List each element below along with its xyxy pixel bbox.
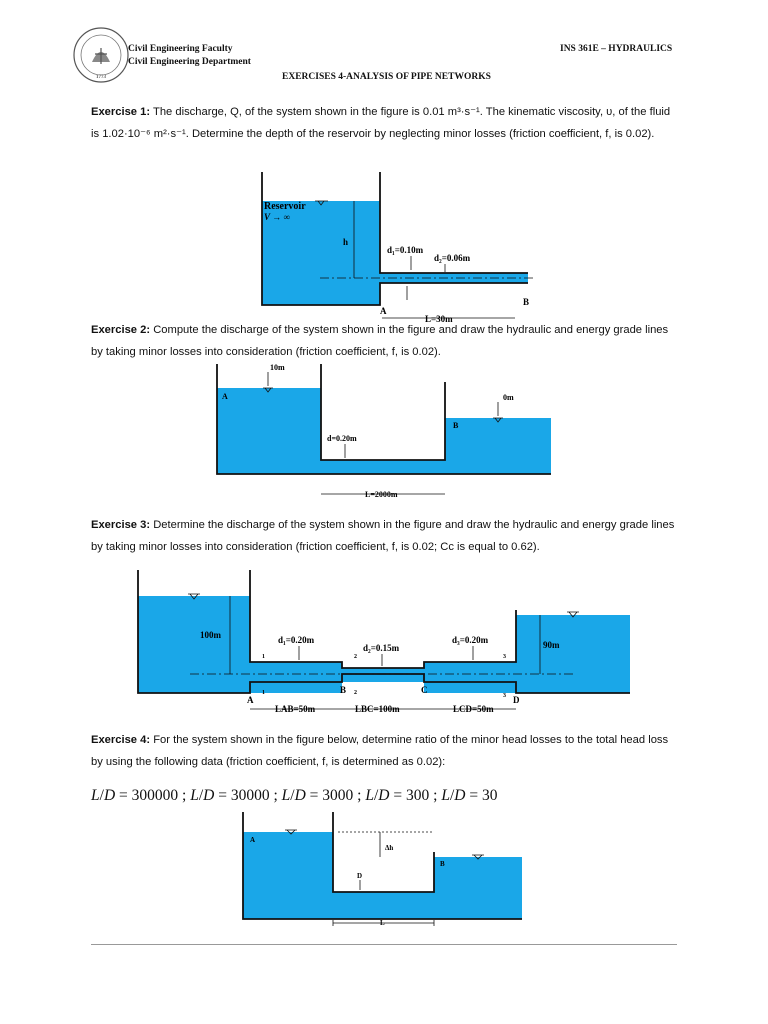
ex3-h-right: 90m [543, 640, 560, 650]
ld-ratio-formula: L/D = 300000 ; L/D = 30000 ; L/D = 3000 ; L/D = 300 ; L/D = 30 [91, 787, 498, 804]
exercise-1-text [91, 101, 677, 145]
exercise-1-body: The discharge, Q, of the system shown in the figure is 0.01 m³·s⁻¹. The kinematic viscosity, υ, of the fluid is 1.02·10⁻⁶ m²·s⁻¹. Determine the depth of the reservoir by neglecting minor losses (friction coefficient, f, is 0.02). [91, 106, 671, 140]
ex4-d-label: D [357, 872, 363, 880]
footer-divider [91, 944, 677, 945]
ex1-b-label: B [523, 297, 530, 307]
ld-value-1: 300000 [131, 787, 179, 804]
ex3-lcd-label: LCD=50m [453, 704, 494, 714]
ex3-h-left: 100m [200, 630, 221, 640]
ex2-a-label: A [222, 392, 228, 401]
ex3-c-label: C [421, 685, 428, 695]
ex3-n1-bottom: 1 [262, 690, 265, 696]
ex1-length-label: L=30m [425, 314, 453, 324]
ex1-d2-label: d₂=0.06m [434, 253, 471, 263]
ex3-lbc-label: LBC=100m [355, 704, 400, 714]
ex2-length-label: L=2000m [365, 490, 398, 499]
ex3-d-label: D [513, 695, 520, 705]
ex4-a-label: A [250, 836, 256, 844]
ex3-d2-label: d₂=0.15m [363, 643, 400, 653]
ex3-a-label: A [247, 695, 254, 705]
exercise-2-body: Compute the discharge of the system shown in the figure and draw the hydraulic and energy grade lines by taking minor losses into consideration (friction coefficient, f, is 0.02). [91, 324, 669, 358]
document-title: EXERCISES 4-ANALYSIS OF PIPE NETWORKS [282, 72, 491, 82]
ex1-reservoir-label: Reservoir [264, 201, 306, 212]
course-code: INS 361E – HYDRAULICS [560, 44, 673, 54]
ex2-level-b: 0m [503, 393, 514, 402]
exercise-1-label: Exercise 1: [91, 106, 151, 118]
ld-value-3: 3000 [322, 787, 354, 804]
exercise-2-text [91, 319, 677, 363]
ex1-volume-label: V → ∞ [264, 212, 290, 222]
ex2-level-a: 10m [270, 363, 285, 372]
ex1-a-label: A [380, 306, 387, 316]
faculty-name: Civil Engineering Faculty [128, 44, 233, 54]
ex3-n1-top: 1 [262, 654, 265, 660]
ex4-b-label: B [440, 860, 445, 868]
exercise-1-figure [0, 160, 768, 330]
ex3-n3-bottom: 3 [503, 693, 506, 699]
department-name: Civil Engineering Department [128, 57, 251, 67]
ex3-d1-label: d₁=0.20m [278, 635, 315, 645]
exercise-3-label: Exercise 3: [91, 519, 151, 531]
ex3-lab-label: LAB=50m [275, 704, 316, 714]
exercise-4-figure [0, 812, 768, 927]
ex2-d-label: d=0.20m [327, 434, 357, 443]
university-seal [72, 26, 130, 84]
ex3-n3-top: 3 [503, 654, 506, 660]
ld-value-4: 300 [406, 787, 430, 804]
exercise-3-body: Determine the discharge of the system shown in the figure and draw the hydraulic and energy grade lines by taking minor losses into consideration (friction coefficient, f, is 0.02; Cc is equal to 0.62). [91, 519, 675, 553]
exercise-2-label: Exercise 2: [91, 324, 151, 336]
ex4-length-label: L [380, 919, 385, 927]
ex4-dh-label: Δh [385, 844, 394, 852]
exercise-4-label: Exercise 4: [91, 734, 151, 746]
exercise-2-figure [0, 364, 768, 504]
ex3-n2-bottom: 2 [354, 690, 357, 696]
ex1-d1-label: d₁=0.10m [387, 245, 424, 255]
ex3-d3-label: d₃=0.20m [452, 635, 489, 645]
exercise-4-text [91, 729, 677, 773]
ex2-b-label: B [453, 421, 459, 430]
ex3-n2-top: 2 [354, 654, 357, 660]
ld-value-5: 30 [481, 787, 498, 804]
exercise-3-text [91, 514, 677, 558]
ex3-b-label: B [340, 685, 347, 695]
exercise-3-figure [0, 570, 768, 720]
exercise-4-body: For the system shown in the figure below, determine ratio of the minor head losses to the total head loss by using the following data (friction coefficient, f, is determined as 0.02): [91, 734, 669, 768]
ex1-h-label: h [343, 237, 349, 247]
seal-year: 1773 [96, 75, 106, 80]
ld-value-2: 30000 [230, 787, 270, 804]
